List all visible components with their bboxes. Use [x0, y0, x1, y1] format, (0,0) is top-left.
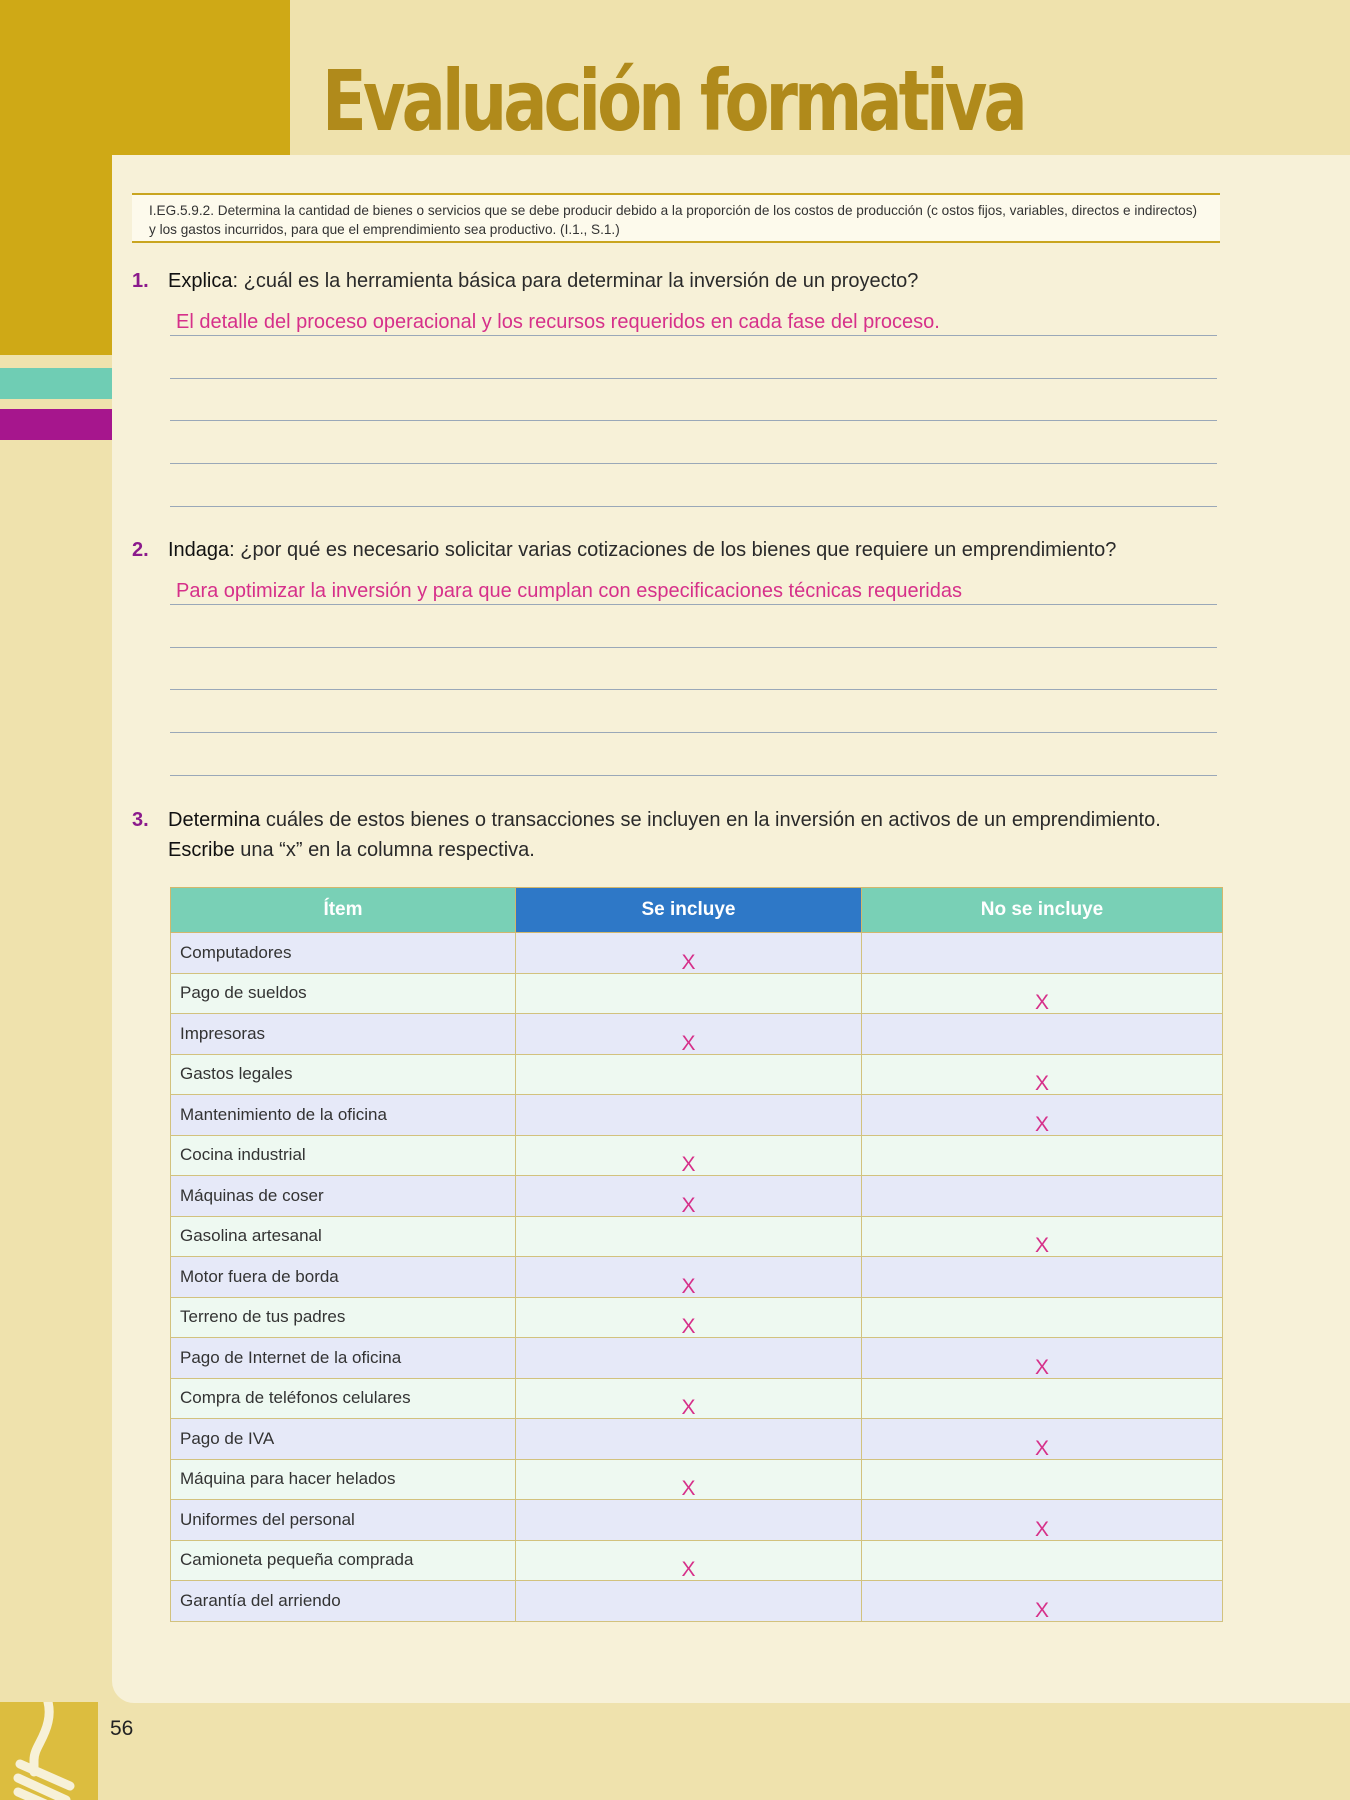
lightbulb-corner: [0, 1702, 98, 1800]
item-cell: Pago de sueldos: [171, 973, 516, 1014]
table-row: [171, 1176, 1223, 1217]
no-se-incluye-cell[interactable]: X: [862, 1419, 1223, 1460]
se-incluye-cell[interactable]: X: [516, 933, 862, 974]
question-2-verb: Indaga: [168, 539, 230, 561]
question-1-verb: Explica: [168, 270, 233, 292]
no-se-incluye-cell[interactable]: [862, 1459, 1223, 1500]
se-incluye-cell[interactable]: [516, 1054, 862, 1095]
question-2-text: [168, 535, 1228, 565]
question-3-verb-2: Escribe: [168, 839, 235, 861]
answer-line[interactable]: [170, 647, 1217, 648]
se-incluye-cell[interactable]: X: [516, 1135, 862, 1176]
header-no-se-incluye: No se incluye: [862, 888, 1223, 933]
page-title: Evaluación formativa: [322, 52, 1024, 150]
se-incluye-cell[interactable]: [516, 1338, 862, 1379]
se-incluye-cell[interactable]: X: [516, 1014, 862, 1055]
table-header-row: [171, 888, 1223, 933]
item-cell: Motor fuera de borda: [171, 1257, 516, 1298]
lightbulb-icon: [0, 1702, 98, 1800]
se-incluye-cell[interactable]: X: [516, 1540, 862, 1581]
no-se-incluye-cell[interactable]: X: [862, 1216, 1223, 1257]
header-se-incluye: Se incluye: [516, 888, 862, 933]
item-cell: Pago de IVA: [171, 1419, 516, 1460]
question-3-prompt-2: una “x” en la columna respectiva.: [234, 839, 535, 861]
no-se-incluye-cell[interactable]: [862, 1135, 1223, 1176]
table-row: [171, 1216, 1223, 1257]
item-cell: Máquinas de coser: [171, 1176, 516, 1217]
se-incluye-cell[interactable]: [516, 1581, 862, 1622]
question-1-number: 1.: [132, 270, 149, 292]
question-3-number: 3.: [132, 809, 149, 831]
table-row: [171, 1540, 1223, 1581]
item-cell: Terreno de tus padres: [171, 1297, 516, 1338]
table-row: [171, 973, 1223, 1014]
se-incluye-cell[interactable]: [516, 1216, 862, 1257]
se-incluye-cell[interactable]: X: [516, 1176, 862, 1217]
item-cell: Gastos legales: [171, 1054, 516, 1095]
header-item: Ítem: [171, 888, 516, 933]
se-incluye-cell[interactable]: X: [516, 1378, 862, 1419]
table-body: [171, 933, 1223, 1622]
answer-line[interactable]: [170, 335, 1217, 336]
answer-line[interactable]: [170, 420, 1217, 421]
question-2-prompt: : ¿por qué es necesario solicitar varias cotizaciones de los bienes que requiere un emprendimiento?: [229, 539, 1117, 561]
table-row: [171, 1257, 1223, 1298]
item-cell: Máquina para hacer helados: [171, 1459, 516, 1500]
no-se-incluye-cell[interactable]: [862, 1378, 1223, 1419]
answer-line[interactable]: [170, 463, 1217, 464]
item-cell: Uniformes del personal: [171, 1500, 516, 1541]
table-row: [171, 1095, 1223, 1136]
se-incluye-cell[interactable]: [516, 973, 862, 1014]
item-cell: Cocina industrial: [171, 1135, 516, 1176]
no-se-incluye-cell[interactable]: [862, 1297, 1223, 1338]
question-1-text: [168, 266, 1228, 296]
table-row: [171, 1581, 1223, 1622]
se-incluye-cell[interactable]: X: [516, 1297, 862, 1338]
no-se-incluye-cell[interactable]: [862, 1176, 1223, 1217]
item-cell: Impresoras: [171, 1014, 516, 1055]
se-incluye-cell[interactable]: X: [516, 1257, 862, 1298]
question-2-answer[interactable]: Para optimizar la inversión y para que cumplan con especificaciones técnicas requeridas: [176, 580, 962, 602]
answer-line[interactable]: [170, 689, 1217, 690]
question-1-answer[interactable]: El detalle del proceso operacional y los recursos requeridos en cada fase del proceso.: [176, 311, 940, 333]
item-cell: Pago de Internet de la oficina: [171, 1338, 516, 1379]
no-se-incluye-cell[interactable]: [862, 1014, 1223, 1055]
item-cell: Camioneta pequeña comprada: [171, 1540, 516, 1581]
answer-line[interactable]: [170, 506, 1217, 507]
table-row: [171, 1338, 1223, 1379]
magenta-side-band: [0, 409, 112, 440]
se-incluye-cell[interactable]: [516, 1095, 862, 1136]
item-cell: Garantía del arriendo: [171, 1581, 516, 1622]
no-se-incluye-cell[interactable]: X: [862, 1338, 1223, 1379]
no-se-incluye-cell[interactable]: X: [862, 1581, 1223, 1622]
se-incluye-cell[interactable]: [516, 1500, 862, 1541]
evaluation-indicator: I.EG.5.9.2. Determina la cantidad de bienes o servicios que se debe producir debido a la proporción de los costos de producción (c ostos fijos, variables, directos e indirectos) y los gastos incurridos, para que el emprendimiento sea productivo. (I.1., S.1.): [132, 193, 1220, 243]
no-se-incluye-cell[interactable]: X: [862, 1500, 1223, 1541]
question-2-number: 2.: [132, 539, 149, 561]
table-row: [171, 933, 1223, 974]
item-cell: Mantenimiento de la oficina: [171, 1095, 516, 1136]
se-incluye-cell[interactable]: [516, 1419, 862, 1460]
table-row: [171, 1014, 1223, 1055]
question-3-prompt: cuáles de estos bienes o transacciones se incluyen en la inversión en activos de un emprendimiento.: [260, 809, 1161, 831]
answer-line[interactable]: [170, 604, 1217, 605]
table-row: [171, 1054, 1223, 1095]
no-se-incluye-cell[interactable]: X: [862, 1095, 1223, 1136]
table-row: [171, 1419, 1223, 1460]
table-row: [171, 1459, 1223, 1500]
no-se-incluye-cell[interactable]: [862, 1540, 1223, 1581]
answer-line[interactable]: [170, 378, 1217, 379]
table-row: [171, 1378, 1223, 1419]
page-number: 56: [110, 1717, 134, 1740]
answer-line[interactable]: [170, 732, 1217, 733]
table-row: [171, 1500, 1223, 1541]
classification-table: [170, 887, 1223, 1622]
no-se-incluye-cell[interactable]: X: [862, 1054, 1223, 1095]
table-row: [171, 1297, 1223, 1338]
table-row: [171, 1135, 1223, 1176]
question-1-prompt: : ¿cuál es la herramienta básica para determinar la inversión de un proyecto?: [232, 270, 919, 292]
question-3-verb: Determina: [168, 809, 261, 831]
question-3-text: [168, 805, 1220, 865]
item-cell: Compra de teléfonos celulares: [171, 1378, 516, 1419]
answer-line[interactable]: [170, 775, 1217, 776]
no-se-incluye-cell[interactable]: [862, 933, 1223, 974]
item-cell: Computadores: [171, 933, 516, 974]
left-margin-strip: [0, 440, 112, 1800]
no-se-incluye-cell[interactable]: X: [862, 973, 1223, 1014]
teal-side-band: [0, 368, 112, 399]
no-se-incluye-cell[interactable]: [862, 1257, 1223, 1298]
item-cell: Gasolina artesanal: [171, 1216, 516, 1257]
se-incluye-cell[interactable]: X: [516, 1459, 862, 1500]
